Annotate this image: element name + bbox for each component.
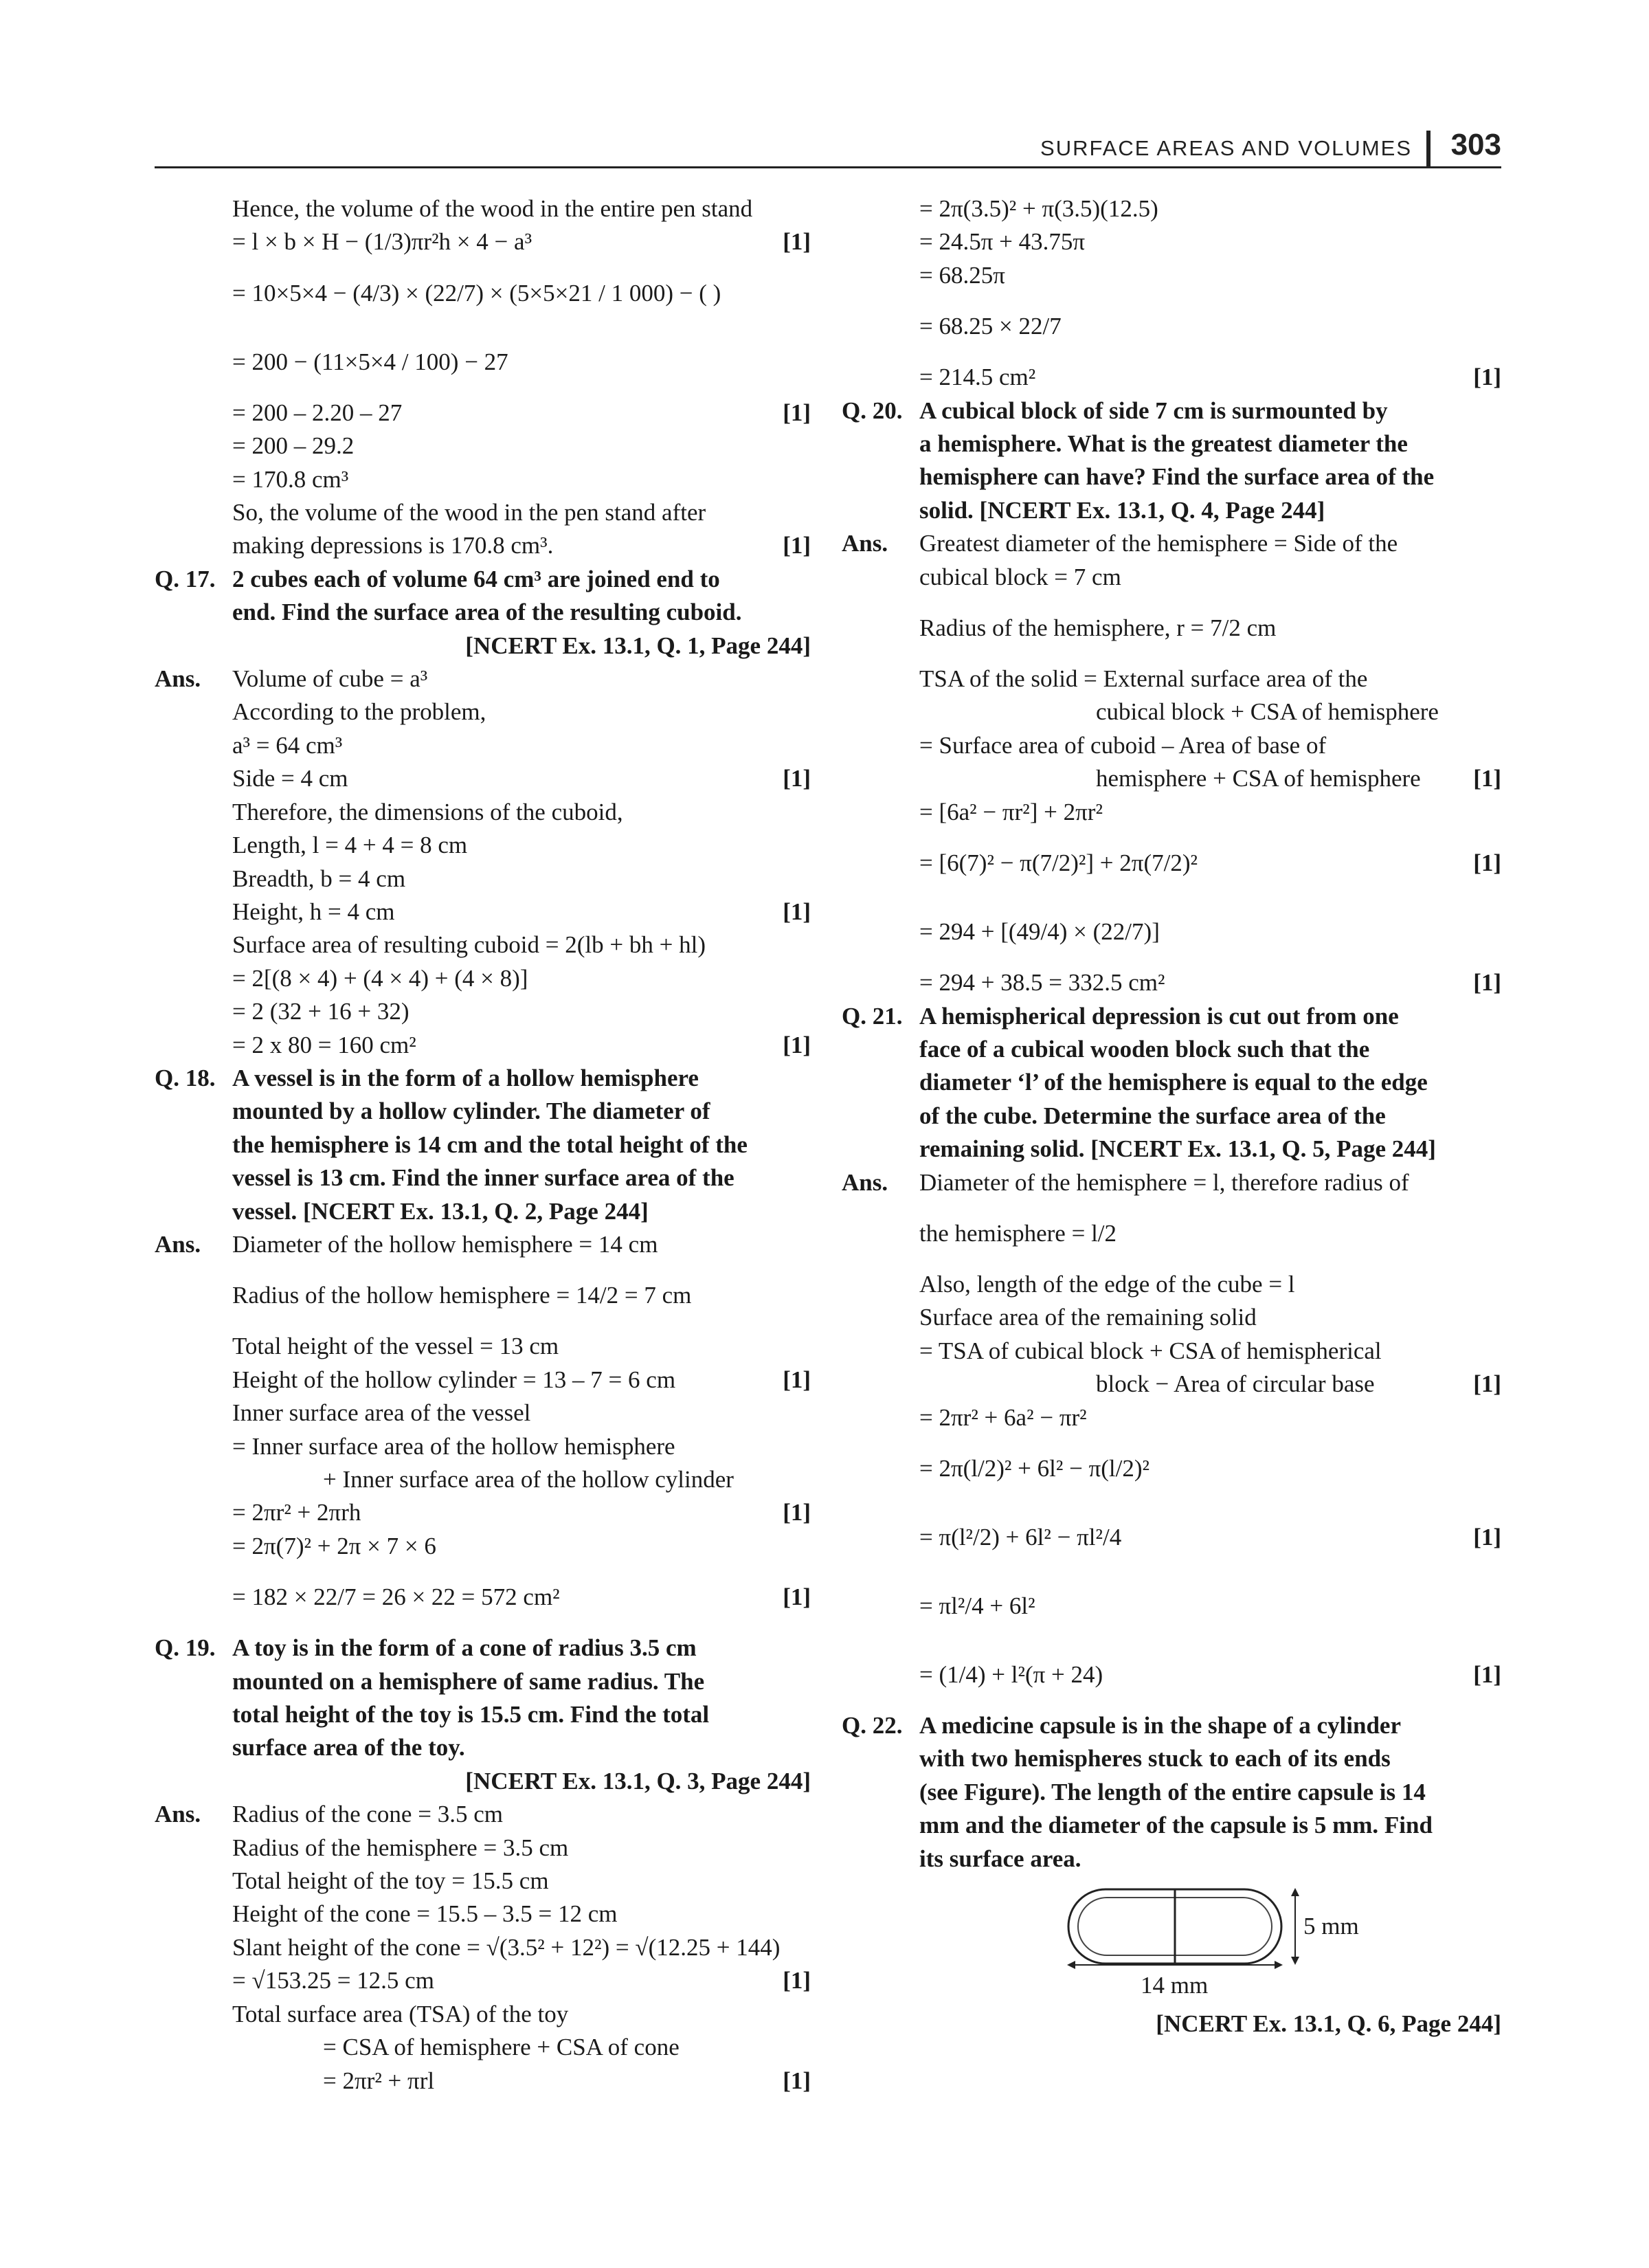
line-text: Radius of the hollow hemisphere = 14/2 = 7 cm [232,1282,692,1309]
right-line [842,594,1501,663]
marks-badge: [1] [783,228,811,256]
left-line [155,1530,811,1563]
line-text: = [6(7)² − π(7/2)²] + 2π(7/2)² [919,849,1198,877]
line-text: face of a cubical wooden block such that the [919,1035,1370,1063]
running-title: SURFACE AREAS AND VOLUMES [1040,136,1412,160]
left-line [155,729,811,762]
left-line [155,225,811,258]
line-text: Radius of the hemisphere = 3.5 cm [232,1834,569,1861]
line-text: the hemisphere = l/2 [919,1219,1117,1247]
left-line [155,796,811,829]
left-line [155,1129,811,1161]
line-text: a³ = 64 cm³ [232,731,343,759]
line-text: = l × b × H − (1/3)πr²h × 4 − a³ [232,228,532,256]
right-line [842,225,1501,258]
line-text: A hemispherical depression is cut out from one [919,1002,1399,1030]
line-text: a hemisphere. What is the greatest diameter the [919,430,1408,458]
right-line [842,762,1501,795]
left-line [155,630,811,663]
left-line [155,663,811,696]
line-text: hemisphere + CSA of hemisphere [1096,765,1421,792]
right-line [842,1843,1501,1876]
line-text: = 2πr² + πrl [323,2067,435,2094]
line-text: of the cube. Determine the surface area of the [919,1102,1386,1129]
marks-badge: [1] [783,898,811,925]
left-line [155,1698,811,1731]
left-line [155,1632,811,1665]
line-text: Side = 4 cm [232,765,348,792]
line-text: = 2 (32 + 16 + 32) [232,998,410,1025]
marks-badge: [1] [783,1366,811,1393]
line-text: Also, length of the edge of the cube = l [919,1270,1295,1298]
line-text: Surface area of resulting cuboid = 2(lb + bh + hl) [232,931,706,959]
line-text: = 214.5 cm² [919,364,1036,391]
line-text: cubical block + CSA of hemisphere [1096,698,1439,726]
right-line [842,1809,1501,1842]
line-text: [NCERT Ex. 13.1, Q. 1, Page 244] [465,632,811,659]
line-text: A medicine capsule is in the shape of a cylinder [919,1711,1401,1739]
left-line [155,995,811,1028]
left-line [155,1364,811,1397]
right-line [842,394,1501,427]
line-text: Therefore, the dimensions of the cuboid, [232,798,623,825]
right-line [842,460,1501,493]
line-text: Breadth, b = 4 cm [232,865,406,892]
question-label: Ans. [155,1230,201,1258]
line-text: = √153.25 = 12.5 cm [232,1967,434,1994]
right-line [842,1641,1501,1709]
line-text: TSA of the solid = External surface area of the [919,665,1368,693]
marks-badge: [1] [783,1967,811,1994]
capsule-figure [842,1876,1501,1965]
line-text: vessel. [NCERT Ex. 13.1, Q. 2, Page 244] [232,1197,649,1225]
left-line [155,1463,811,1496]
header-divider [1426,131,1431,166]
line-text: = 2π(3.5)² + π(3.5)(12.5) [919,195,1158,222]
diameter-label: 5 mm [1303,1913,1359,1939]
line-text: = 68.25π [919,261,1005,289]
marks-badge: [1] [1473,969,1501,997]
page-header [155,128,1501,168]
line-text: vessel is 13 cm. Find the inner surface area of the [232,1164,734,1192]
line-text: Radius of the cone = 3.5 cm [232,1801,503,1828]
right-line [842,1268,1501,1301]
line-text: = 2 x 80 = 160 cm² [232,1031,416,1058]
right-line [842,966,1501,999]
left-line [155,1865,811,1898]
line-text: = 2π(l/2)² + 6l² − π(l/2)² [919,1454,1150,1482]
line-text: surface area of the toy. [232,1734,465,1761]
left-line [155,496,811,529]
left-line [155,929,811,961]
line-text: = Inner surface area of the hollow hemisphere [232,1432,675,1460]
left-line [155,1330,811,1363]
marks-badge: [1] [1473,1523,1501,1550]
line-text: = 200 – 29.2 [232,432,355,460]
line-text: Height of the cone = 15.5 – 3.5 = 12 cm [232,1900,618,1928]
right-line [842,292,1501,361]
line-text: Height of the hollow cylinder = 13 – 7 = 6 cm [232,1366,676,1393]
line-text: with two hemispheres stuck to each of its ends [919,1745,1391,1772]
left-line [155,1095,811,1128]
line-text: A toy is in the form of a cone of radius 3.5 cm [232,1634,697,1662]
line-text: mounted on a hemisphere of same radius. The [232,1667,705,1695]
left-line [155,430,811,463]
left-line [155,696,811,729]
line-text: its surface area. [919,1845,1081,1872]
right-line [842,1503,1501,1572]
line-text: = 182 × 22/7 = 26 × 22 = 572 cm² [232,1583,560,1611]
left-line [155,397,811,430]
line-text: Hence, the volume of the wood in the entire pen stand [232,195,753,222]
marks-badge: [1] [783,2067,811,2094]
left-line [155,1998,811,2031]
line-text: 2 cubes each of volume 64 cm³ are joined end to [232,565,720,592]
left-line [155,1161,811,1194]
right-line [842,696,1501,729]
line-text: hemisphere can have? Find the surface area of the [919,463,1435,491]
left-line [155,1765,811,1798]
right-line [842,1709,1501,1742]
line-text: diameter ‘l’ of the hemisphere is equal to the edge [919,1069,1428,1096]
left-line [155,1898,811,1931]
question-label: Q. 22. [842,1711,903,1739]
marks-badge: [1] [1473,364,1501,391]
left-line [155,563,811,596]
right-line [842,796,1501,829]
left-line [155,1931,811,1964]
line-text: According to the problem, [232,698,486,726]
left-line [155,1430,811,1463]
marks-badge: [1] [1473,765,1501,792]
line-text: = π(l²/2) + 6l² − πl²/4 [919,1523,1122,1550]
question-label: Ans. [155,665,201,693]
line-text: + Inner surface area of the hollow cylinder [323,1466,734,1493]
left-line [155,896,811,929]
line-text: block − Area of circular base [1096,1370,1375,1398]
line-text: = πl²/4 + 6l² [919,1592,1035,1619]
right-line [842,1776,1501,1809]
marks-badge: [1] [783,532,811,559]
line-text: Greatest diameter of the hemisphere = Side of the [919,530,1398,557]
right-line [842,1000,1501,1033]
right-line [842,1742,1501,1775]
left-column [155,192,811,2098]
line-text: the hemisphere is 14 cm and the total height of the [232,1131,748,1158]
marks-badge: [1] [1473,849,1501,877]
marks-badge: [1] [783,1499,811,1526]
left-line [155,463,811,496]
page-number: 303 [1450,128,1501,162]
line-text: = 24.5π + 43.75π [919,228,1086,256]
line-text: = 294 + 38.5 = 332.5 cm² [919,969,1165,997]
line-text: Total height of the toy = 15.5 cm [232,1867,549,1895]
left-line [155,1261,811,1330]
right-line [842,1572,1501,1641]
line-text: = 2π(7)² + 2π × 7 × 6 [232,1532,436,1559]
line-text: end. Find the surface area of the resulting cuboid. [232,599,742,626]
left-line [155,829,811,862]
right-line [842,1100,1501,1133]
right-line [842,1301,1501,1334]
marks-badge: [1] [783,399,811,426]
right-line [842,1434,1501,1503]
right-line [842,729,1501,762]
marks-badge: [1] [783,1031,811,1058]
line-text: mm and the diameter of the capsule is 5 mm. Find [919,1812,1433,1839]
question-label: Q. 18. [155,1064,216,1091]
line-text: Surface area of the remaining solid [919,1304,1257,1331]
question-label: Q. 17. [155,565,216,592]
question-label: Ans. [155,1801,201,1828]
length-label: 14 mm [1141,1972,1209,1999]
line-text: = 2πr² + 2πrh [232,1499,361,1526]
question-label: Ans. [842,530,888,557]
right-line [842,1033,1501,1066]
right-line [842,494,1501,527]
line-text: Inner surface area of the vessel [232,1399,531,1427]
line-text: Total surface area (TSA) of the toy [232,2000,569,2027]
right-line [842,192,1501,225]
line-text: making depressions is 170.8 cm³. [232,532,554,559]
line-text: total height of the toy is 15.5 cm. Find the total [232,1701,710,1728]
right-line [842,1335,1501,1368]
line-text: = (1/4) + l²(π + 24) [919,1660,1103,1688]
line-text: (see Figure). The length of the entire capsule is 14 [919,1778,1426,1805]
question-label: Q. 20. [842,397,903,424]
left-line [155,328,811,397]
left-line [155,1228,811,1261]
right-line [842,361,1501,394]
left-line [155,1964,811,1997]
question-22-reference: [NCERT Ex. 13.1, Q. 6, Page 244] [1156,2010,1501,2037]
line-text: Volume of cube = a³ [232,665,428,693]
line-text: Diameter of the hemisphere = l, therefore radius of [919,1168,1409,1196]
right-line [842,1066,1501,1099]
right-column [842,192,1501,2041]
marks-badge: [1] [1473,1660,1501,1688]
left-line [155,1731,811,1764]
line-text: [NCERT Ex. 13.1, Q. 3, Page 244] [465,1767,811,1794]
line-text: A cubical block of side 7 cm is surmounted by [919,397,1388,424]
line-text: = 200 − (11×5×4 / 100) − 27 [232,348,508,375]
right-line [842,259,1501,292]
left-line [155,1397,811,1430]
line-text: = 10×5×4 − (4/3) × (22/7) × (5×5×21 / 1 000) − ( ) [232,279,721,307]
left-line [155,1798,811,1831]
line-text: Total height of the vessel = 13 cm [232,1333,559,1360]
line-text: = 200 – 2.20 – 27 [232,399,403,426]
right-line [842,1133,1501,1166]
right-line [842,1401,1501,1434]
length-dimension [842,1965,1501,1998]
line-text: Height, h = 4 cm [232,898,395,925]
left-line [155,1496,811,1529]
left-line [155,529,811,562]
line-text: remaining solid. [NCERT Ex. 13.1, Q. 5, Page 244] [919,1135,1436,1163]
capsule-diagram [842,1876,1501,1965]
right-line [842,561,1501,594]
left-line [155,192,811,225]
left-line [155,1832,811,1865]
line-text: = 2[(8 × 4) + (4 × 4) + (4 × 8)] [232,964,528,992]
right-line [842,663,1501,696]
left-line [155,1563,811,1632]
line-text: = Surface area of cuboid – Area of base of [919,731,1327,759]
question-label: Q. 19. [155,1634,216,1662]
right-line [842,1199,1501,1268]
right-line [842,829,1501,898]
left-line [155,259,811,328]
line-text: = 294 + [(49/4) × (22/7)] [919,918,1160,946]
left-line [155,1029,811,1062]
line-text: = 170.8 cm³ [232,465,349,493]
line-text: Radius of the hemisphere, r = 7/2 cm [919,614,1277,642]
marks-badge: [1] [1473,1370,1501,1398]
left-line [155,1195,811,1228]
left-line [155,962,811,995]
question-label: Q. 21. [842,1002,903,1030]
left-line [155,2065,811,2098]
left-line [155,1665,811,1698]
right-line [842,898,1501,966]
arrow-head-top [1291,1888,1299,1896]
right-line [842,1166,1501,1199]
line-text: Length, l = 4 + 4 = 8 cm [232,832,468,859]
line-text: = 2πr² + 6a² − πr² [919,1403,1087,1431]
left-line [155,863,811,896]
line-text: = TSA of cubical block + CSA of hemispherical [919,1337,1382,1364]
left-line [155,1062,811,1095]
marks-badge: [1] [783,765,811,792]
line-text: solid. [NCERT Ex. 13.1, Q. 4, Page 244] [919,496,1325,524]
line-text: Diameter of the hollow hemisphere = 14 cm [232,1230,658,1258]
left-line [155,2031,811,2064]
line-text: mounted by a hollow cylinder. The diameter of [232,1098,710,1125]
line-text: = 68.25 × 22/7 [919,313,1062,340]
left-line [155,762,811,795]
right-line [842,1368,1501,1401]
right-line [842,527,1501,560]
line-text: Slant height of the cone = √(3.5² + 12²) = √(12.25 + 144) [232,1933,781,1961]
left-line [155,596,811,629]
line-text: A vessel is in the form of a hollow hemisphere [232,1064,699,1091]
line-text: = CSA of hemisphere + CSA of cone [323,2034,680,2061]
question-label: Ans. [842,1168,888,1196]
line-text: cubical block = 7 cm [919,563,1121,590]
line-text: So, the volume of the wood in the pen stand after [232,499,706,526]
right-line [842,427,1501,460]
line-text: = [6a² − πr²] + 2πr² [919,798,1103,825]
marks-badge: [1] [783,1583,811,1611]
